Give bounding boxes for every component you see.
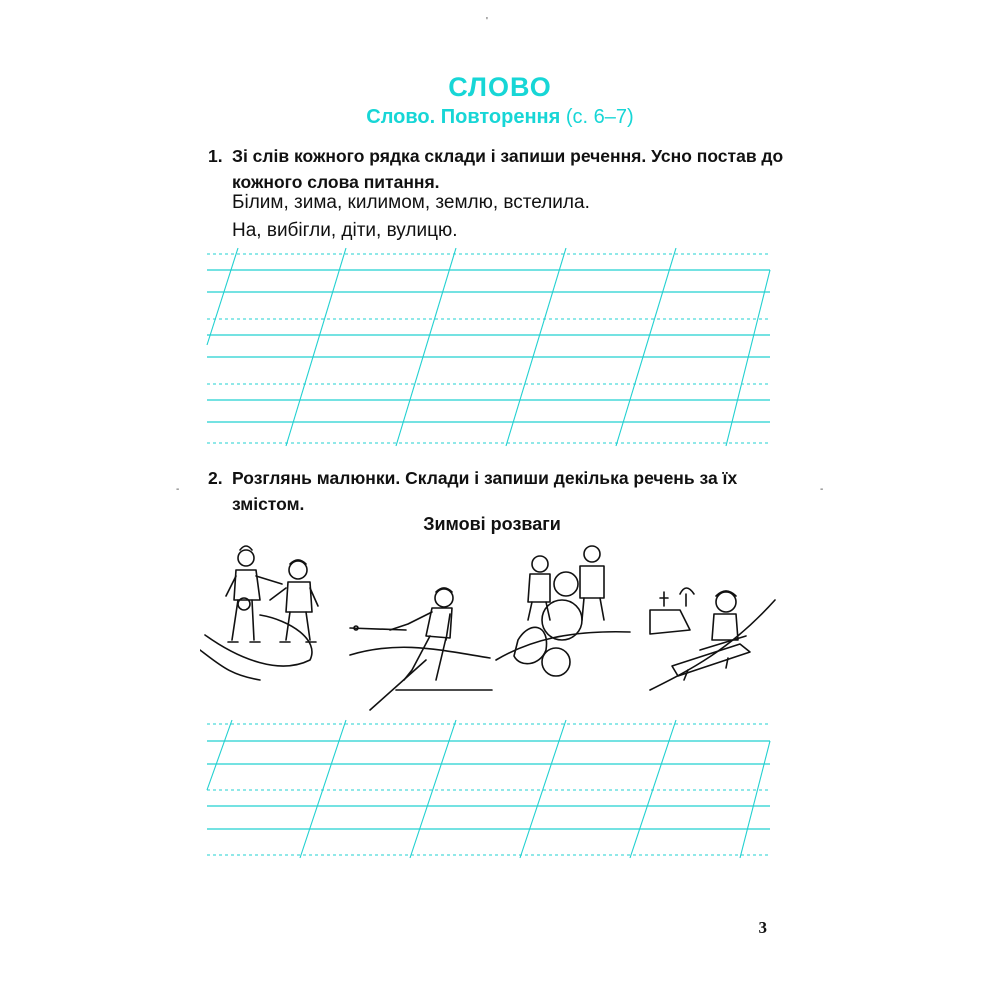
topic-title: Слово. Повторення xyxy=(366,106,561,128)
exercise-1-text: Зі слів кожного рядка склади і запиши речення. Усно постав до кожного слова питання. xyxy=(232,146,784,192)
print-mark-right: - xyxy=(820,484,824,495)
picture-caption: Зимові розваги xyxy=(423,514,561,534)
sentence-1: Білим, зима, килимом, землю, встелила. xyxy=(232,192,590,213)
section-title: СЛОВО xyxy=(448,72,552,102)
textbook-pages-ref: (с. 6–7) xyxy=(565,106,634,128)
exercise-2-text: Розглянь малюнки. Склади і запиши декілька речень за їх змістом. xyxy=(232,468,738,514)
sentence-2: На, вибігли, діти, вулицю. xyxy=(232,220,458,241)
page-number: 3 xyxy=(758,918,767,937)
exercise-1-number: 1. xyxy=(208,146,223,166)
exercise-2-number: 2. xyxy=(208,468,223,488)
print-mark-left: - xyxy=(176,484,180,495)
print-mark-top: ' xyxy=(486,16,488,27)
